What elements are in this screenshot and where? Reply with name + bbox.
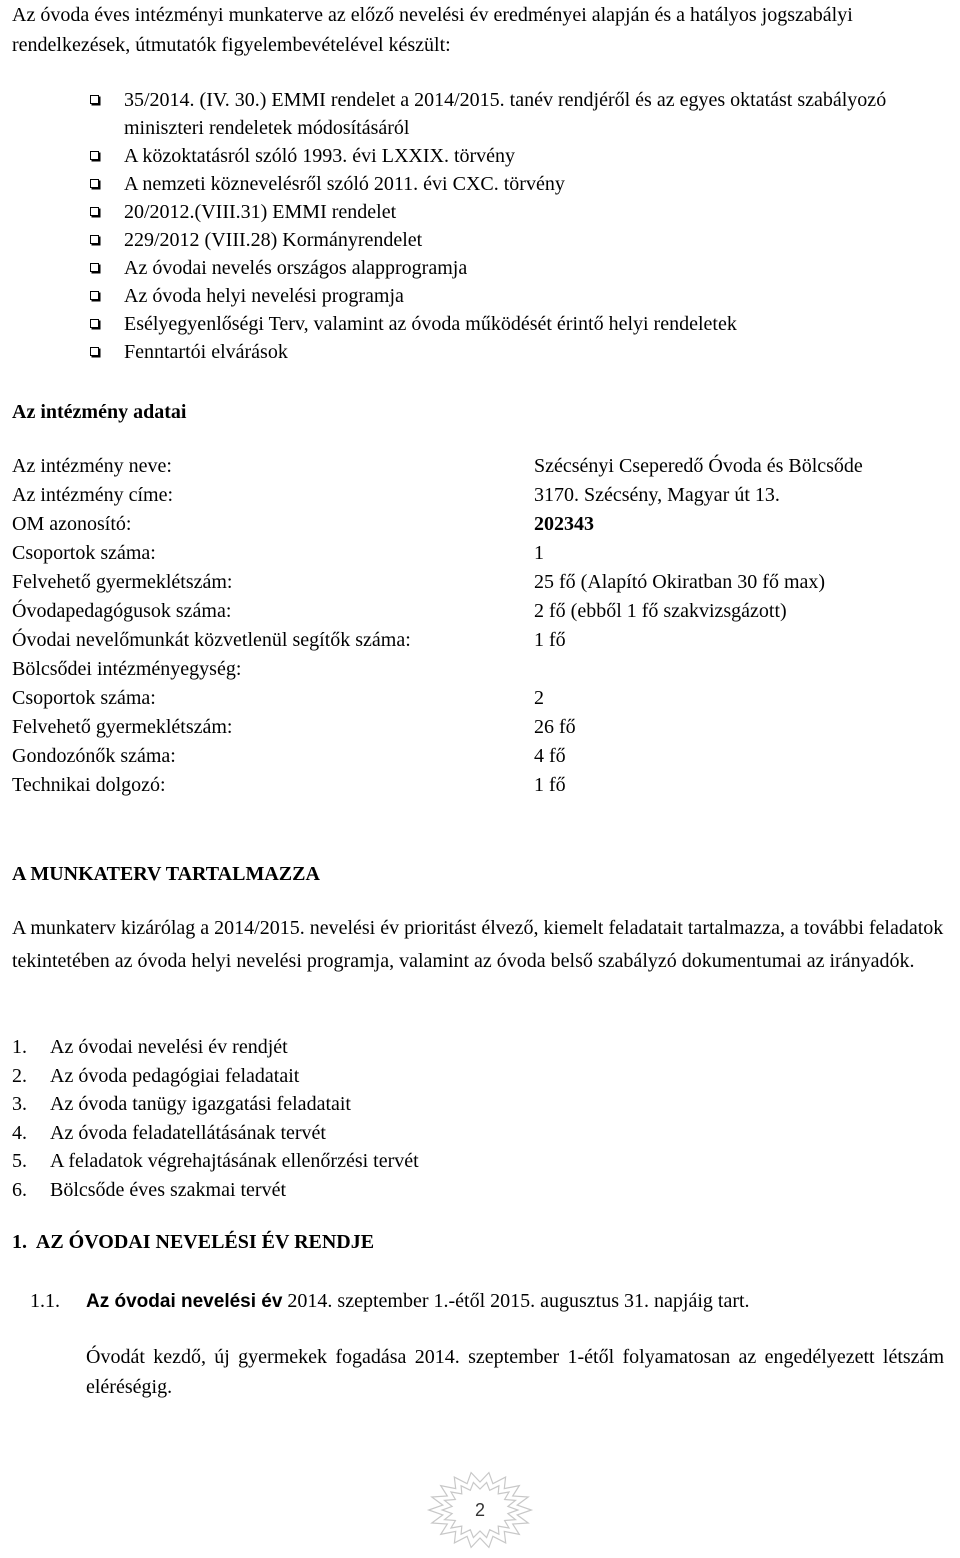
list-item: Az óvodai nevelés országos alapprogramja [88, 254, 948, 282]
list-item: 5. A feladatok végrehajtásának ellenőrzési tervét [12, 1150, 419, 1172]
list-item: 35/2014. (IV. 30.) EMMI rendelet a 2014/2015. tanév rendjéről és az egyes oktatást szabályozó miniszteri rendeletek módosításáról [12, 86, 948, 142]
list-item: 1. Az óvodai nevelési év rendjét [12, 1036, 288, 1058]
list-item: A közoktatásról szóló 1993. évi LXXIX. törvény [88, 142, 948, 170]
checkbox-bullet-icon [90, 179, 99, 188]
page-number: 2 [474, 1500, 486, 1520]
list-item: Fenntartói elvárások [88, 338, 948, 366]
table-row: Bölcsődei intézményegység: [12, 658, 242, 680]
table-row: Óvodapedagógusok száma: 2 fő (ebből 1 fő szakvizsgázott) [12, 600, 787, 622]
table-row: Felvehető gyermeklétszám: 25 fő (Alapító Okiratban 30 fő max) [12, 571, 826, 593]
checkbox-bullet-icon [90, 319, 99, 328]
checkbox-bullet-icon [90, 291, 99, 300]
list-item: Az óvoda helyi nevelési programja [88, 282, 948, 310]
institution-table [12, 452, 952, 800]
checkbox-bullet-icon [90, 235, 99, 244]
subsection-1-1: 1.1. Az óvodai nevelési év 2014. szeptember 1.-étől 2015. augusztus 31. napjáig tart. [30, 1290, 750, 1312]
admission-paragraph: Óvodát kezdő, új gyermekek fogadása 2014. szeptember 1-étől folyamatosan az engedélyezett létszám eléréségig. [86, 1346, 944, 1398]
checkbox-bullet-icon [90, 95, 99, 104]
table-row: Felvehető gyermeklétszám: 26 fő [12, 716, 576, 738]
starburst-icon [420, 1460, 540, 1550]
list-item: 20/2012.(VIII.31) EMMI rendelet [88, 198, 948, 226]
list-item: Esélyegyenlőségi Terv, valamint az óvoda működését érintő helyi rendeletek [88, 310, 948, 338]
table-row: OM azonosító: 202343 [12, 513, 594, 535]
munkaterv-paragraph: A munkaterv kizárólag a 2014/2015. nevelési év prioritást élvező, kiemelt feladatait tartalmazza, a további feladatok tekintetében az óvoda helyi nevelési programja, valamint az óvoda belső szabályzó dokumentumai az irányadók. [12, 917, 944, 972]
table-row: Óvodai nevelőmunkát közvetlenül segítők száma: 1 fő [12, 629, 566, 651]
page-number-badge [420, 1460, 540, 1550]
table-row: Csoportok száma: 2 [12, 687, 544, 709]
table-row: Technikai dolgozó: 1 fő [12, 774, 566, 796]
list-item: 6. Bölcsőde éves szakmai tervét [12, 1178, 287, 1201]
checkbox-bullet-icon [90, 263, 99, 272]
list-item: 3. Az óvoda tanügy igazgatási feladatait [12, 1093, 351, 1115]
contents-list [12, 1033, 419, 1204]
list-item: A nemzeti köznevelésről szóló 2011. évi CXC. törvény [88, 170, 948, 198]
table-row: Az intézmény neve: Szécsényi Cseperedő Óvoda és Bölcsőde [12, 455, 863, 477]
list-item: 4. Az óvoda feladatellátásának tervét [12, 1121, 326, 1144]
legal-basis-list [88, 86, 948, 366]
section1-heading: 1. AZ ÓVODAI NEVELÉSI ÉV RENDJE [12, 1231, 375, 1253]
institution-heading: Az intézmény adatai [12, 401, 187, 423]
table-row: Az intézmény címe: 3170. Szécsény, Magyar út 13. [12, 484, 780, 506]
intro-paragraph: Az óvoda éves intézményi munkaterve az előző nevelési év eredményei alapján és a hatályos jogszabályi rendelkezések, útmutatók figyelembevételével készült: [12, 4, 853, 56]
list-item: 2. Az óvoda pedagógiai feladatait [12, 1064, 300, 1087]
table-row: Csoportok száma: 1 [12, 542, 544, 564]
list-item: 229/2012 (VIII.28) Kormányrendelet [88, 226, 948, 254]
checkbox-bullet-icon [90, 207, 99, 216]
table-row: Gondozónők száma: 4 fő [12, 745, 566, 767]
munkaterv-heading: A MUNKATERV TARTALMAZZA [12, 863, 320, 885]
checkbox-bullet-icon [90, 347, 99, 356]
checkbox-bullet-icon [90, 151, 99, 160]
